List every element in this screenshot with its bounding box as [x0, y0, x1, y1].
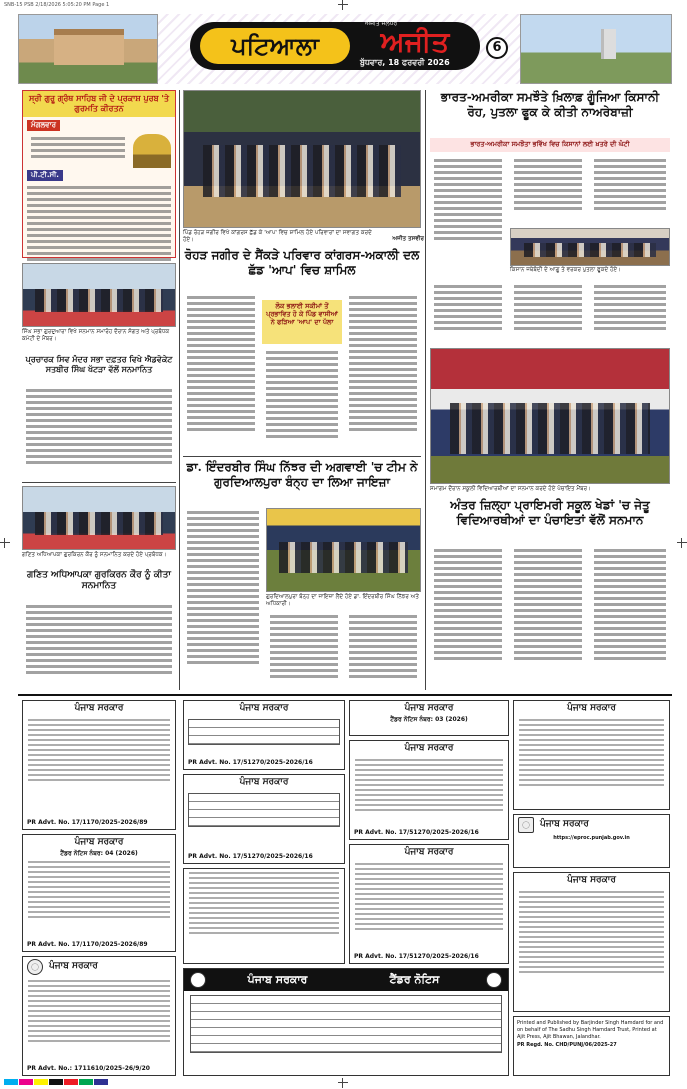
- ad-govt-title: ਪੰਜਾਬ ਸਰਕਾਰ: [74, 703, 124, 713]
- left-story-2-headline: ਗਣਿਤ ਅਧਿਆਪਕਾ ਗੁਰਕਿਰਨ ਕੌਰ ਨੂੰ ਕੀਤਾ ਸਨਮਾਨਿਤ: [27, 570, 171, 592]
- center-main-col-3: [345, 293, 421, 453]
- ad-tender-11: ਪੰਜਾਬ ਸਰਕਾਰ https://eproc.punjab.gov.in: [513, 814, 670, 868]
- right-main-headline: ਭਾਰਤ-ਅਮਰੀਕਾ ਸਮਝੌਤੇ ਖ਼ਿਲਾਫ਼ ਗੂੰਜਿਆ ਕਿਸਾਨੀ ਰੋਹ, ਪੁਤਲਾ ਫੂਕ ਕੇ ਕੀਤੀ ਨਾਅਰੇਬਾਜ਼ੀ: [440, 90, 660, 119]
- ad-tender-6: [183, 868, 345, 964]
- left-story-1-body: [22, 386, 176, 478]
- right-protest-caption: ਕਿਸਾਨ ਜਥੇਬੰਦੀ ਦੇ ਆਗੂ ਤੇ ਵਰਕਰ ਪੁਤਲਾ ਫੂਕਦੇ ਹੋਏ।: [510, 267, 621, 273]
- left-story-2-body: [22, 602, 176, 690]
- ad-website: https://eproc.punjab.gov.in: [553, 835, 630, 841]
- corporation-logo-icon: [518, 817, 534, 833]
- paper-subtitle: ਅਜੀਤ ਜਲੰਧਰ: [365, 20, 398, 27]
- ad-tender-12: ਪੰਜਾਬ ਸਰਕਾਰ: [513, 872, 670, 1012]
- left-photo-2-caption: ਗਣਿਤ ਅਧਿਆਪਕਾ ਗੁਰਕਿਰਨ ਕੌਰ ਨੂੰ ਸਨਮਾਨਿਤ ਕਰਦੇ ਹੋਏ ਪ੍ਰਬੰਧਕ।: [22, 552, 167, 558]
- ad-tender-3: ਪੰਜਾਬ ਸਰਕਾਰ PR Advt. No.: 1711610/2025-26/9/20: [22, 956, 176, 1076]
- banner-govt-title: ਪੰਜਾਬ ਸਰਕਾਰ: [247, 973, 308, 987]
- left-photo-2: [22, 486, 176, 550]
- center-second-headline: ਡਾ. ਇੰਦਰਬੀਰ ਸਿੰਘ ਨਿੱਝਰ ਦੀ ਅਗਵਾਈ 'ਚ ਟੀਮ ਨੇ ਗੁਰਦਿਆਲਪੁਰਾ ਬੰਨ੍ਹ ਦਾ ਲਿਆ ਜਾਇਜ਼ਾ: [186, 460, 418, 489]
- masthead-monument-photo: [520, 14, 672, 84]
- ad-tender-5: ਪੰਜਾਬ ਸਰਕਾਰ PR Advt. No. 17/51270/2025-2026/16: [183, 774, 345, 864]
- right-school-col-2: [510, 546, 586, 690]
- center-main-photo: [183, 90, 421, 228]
- center-main-col-1: [183, 293, 259, 453]
- right-kicker: ਭਾਰਤ-ਅਮਰੀਕਾ ਸਮਝੌਤਾ ਭਵਿੱਖ ਵਿਚ ਕਿਸਾਨਾਂ ਲਈ ਖ਼ਤਰੇ ਦੀ ਘੰਟੀ: [430, 138, 670, 152]
- crop-mark: [677, 538, 687, 548]
- ad-tender-banner: [183, 968, 509, 1076]
- left-story-1-headline: ਪ੍ਰਚਾਰਕ ਸਿਵ ਮੰਦਰ ਸਭਾ ਦਫ਼ਤਰ ਵਿਖੇ ਐਡਵੋਕੇਟ ਸਤਬੀਰ ਸਿੰਘ ਖੱਟੜਾ ਵੱਲੋਂ ਸਨਮਾਨਿਤ: [25, 354, 173, 374]
- ad-tender-10: ਪੰਜਾਬ ਸਰਕਾਰ: [513, 700, 670, 810]
- center-second-col-3: [345, 612, 421, 690]
- pr-registration: PR Regd. No. CHD/PUNJ/06/2025-27: [517, 1042, 617, 1049]
- imprint-text: Printed and Published by Barjinder Singh Hamdard for and on behalf of The Sadhu Singh Hamdard Trust, Printed at Ajit Press, Ajit Bhawan, Jalandhar.: [517, 1020, 664, 1040]
- photo-credit: ਅਜੀਤ ਤਸਵੀਰ: [392, 236, 424, 242]
- ad-tender-8: ਪੰਜਾਬ ਸਰਕਾਰ PR Advt. No. 17/51270/2025-2026/16: [349, 740, 509, 840]
- right-main-col-1: [430, 156, 506, 260]
- pullquote: ਲੋਕ ਭਲਾਈ ਸਕੀਮਾਂ ਤੋਂ ਪ੍ਰਭਾਵਿਤ ਹੋ ਕੇ ਪਿੰਡ ਵਾਸੀਆਂ ਨੇ ਫੜਿਆ 'ਆਪ' ਦਾ ਪੱਲਾ: [262, 300, 342, 344]
- center-second-col-2: [266, 612, 342, 690]
- right-school-headline: ਅੰਤਰ ਜ਼ਿਲ੍ਹਾ ਪ੍ਰਾਇਮਰੀ ਸਕੂਲ ਖੇਡਾਂ 'ਚ ਜੇਤੂ ਵਿਦਿਆਰਥੀਆਂ ਦਾ ਪੰਚਾਇਤਾਂ ਵੱਲੋਂ ਸਨਮਾਨ: [450, 498, 650, 527]
- kirtan-box: [22, 90, 176, 258]
- kirtan-tag-channel: ਪੀ.ਟੀ.ਸੀ.: [27, 170, 63, 181]
- right-school-caption: ਸਮਾਗਮ ਦੌਰਾਨ ਸਕੂਲੀ ਵਿਦਿਆਰਥੀਆਂ ਦਾ ਸਨਮਾਨ ਕਰਦੇ ਹੋਏ ਪੰਚਾਇਤ ਮੈਂਬਰ।: [430, 486, 591, 492]
- print-color-bar: [0, 1078, 687, 1088]
- right-school-col-1: [430, 546, 506, 690]
- crop-mark: [338, 0, 348, 10]
- right-school-photo: [430, 348, 670, 484]
- ad-tender-number: ਟੈਂਡਰ ਨੋਟਿਸ ਨੰਬਰ: 04 (2026): [60, 850, 138, 858]
- paper-name: ਅਜੀਤ: [380, 25, 450, 58]
- ad-tender-9: ਪੰਜਾਬ ਸਰਕਾਰ PR Advt. No. 17/51270/2025-2026/16: [349, 844, 509, 964]
- ad-pr-number: PR Advt. No. 17/1170/2025-2026/89: [27, 818, 148, 826]
- page-number: 6: [486, 37, 508, 59]
- right-main-col-2: [510, 156, 586, 226]
- ad-tender-2: ਪੰਜਾਬ ਸਰਕਾਰ ਟੈਂਡਰ ਨੋਟਿਸ ਨੰਬਰ: 04 (2026) PR Advt. No. 17/1170/2025-2026/89: [22, 834, 176, 952]
- right-protest-photo: [510, 228, 670, 266]
- ad-tender-7: ਪੰਜਾਬ ਸਰਕਾਰ ਟੈਂਡਰ ਨੋਟਿਸ ਨੰਬਰ: 03 (2026): [349, 700, 509, 736]
- right-main-col-3: [590, 156, 670, 226]
- center-second-photo-caption: ਗੁਰਦਿਆਲਪੁਰਾ ਬੰਨ੍ਹ ਦਾ ਜਾਇਜ਼ਾ ਲੈਂਦੇ ਹੋਏ ਡਾ. ਇੰਦਰਬੀਰ ਸਿੰਘ ਨਿੱਝਰ ਅਤੇ ਅਧਿਕਾਰੀ।: [266, 594, 419, 608]
- banner-emblem-icon: [190, 972, 206, 988]
- left-photo-1-caption: ਸਿੰਘ ਸਭਾ ਗੁਰਦੁਆਰਾ ਵਿਖੇ ਸਨਮਾਨ ਸਮਾਰੋਹ ਦੌਰਾਨ ਸੰਗਤ ਅਤੇ ਪ੍ਰਬੰਧਕ ਕਮੇਟੀ ਦੇ ਮੈਂਬਰ।: [22, 329, 170, 343]
- govt-emblem-icon: [27, 959, 43, 975]
- center-main-headline: ਰੋਹੜ ਜਗੀਰ ਦੇ ਸੈਂਕੜੇ ਪਰਿਵਾਰ ਕਾਂਗਰਸ-ਅਕਾਲੀ ਦਲ ਛੱਡ 'ਆਪ' ਵਿਚ ਸ਼ਾਮਿਲ: [184, 248, 420, 277]
- crop-mark: [0, 538, 10, 548]
- issue-date: ਬੁੱਧਵਾਰ, 18 ਫਰਵਰੀ 2026: [360, 58, 450, 67]
- kirtan-title: ਸ੍ਰੀ ਗੁਰੂ ਗ੍ਰੰਥ ਸਾਹਿਬ ਜੀ ਦੇ ਪ੍ਰਕਾਸ਼ ਪੁਰਬ 'ਤੇ ਗੁਰਮਤਿ ਕੀਰਤਨ: [23, 91, 175, 117]
- center-second-photo: [266, 508, 421, 592]
- city-name: ਪਟਿਆਲਾ: [200, 28, 350, 64]
- right-main-col-6: [590, 282, 670, 344]
- banner-tender-title: ਟੈਂਡਰ ਨੋਟਿਸ: [389, 973, 440, 987]
- banner-emblem-icon: [486, 972, 502, 988]
- masthead-heritage-photo: [18, 14, 158, 84]
- ad-tender-1: [22, 700, 176, 830]
- left-photo-1: [22, 263, 176, 327]
- right-school-col-3: [590, 546, 670, 690]
- right-main-col-5: [510, 282, 586, 344]
- ad-tender-4: ਪੰਜਾਬ ਸਰਕਾਰ PR Advt. No. 17/51270/2025-2026/16: [183, 700, 345, 770]
- center-main-photo-caption: ਪਿੰਡ ਰੋਹੜ ਜਗੀਰ ਵਿਖੇ ਕਾਂਗਰਸ ਛੱਡ ਕੇ 'ਆਪ' ਵਿਚ ਸ਼ਾਮਿਲ ਹੋਏ ਪਰਿਵਾਰਾਂ ਦਾ ਸਵਾਗਤ ਕਰਦੇ ਹੋਏ।: [183, 230, 372, 244]
- golden-temple-image: [133, 134, 171, 168]
- center-second-col-1: [183, 508, 263, 690]
- right-main-col-4: [430, 282, 506, 344]
- imprint-box: [513, 1016, 670, 1076]
- print-slug: SNB-15 PSB 2/18/2026 5:05:20 PM Page 1: [4, 2, 110, 8]
- center-main-col-2: [262, 348, 342, 453]
- kirtan-tag-day: ਮੰਗਲਵਾਰ: [27, 120, 60, 131]
